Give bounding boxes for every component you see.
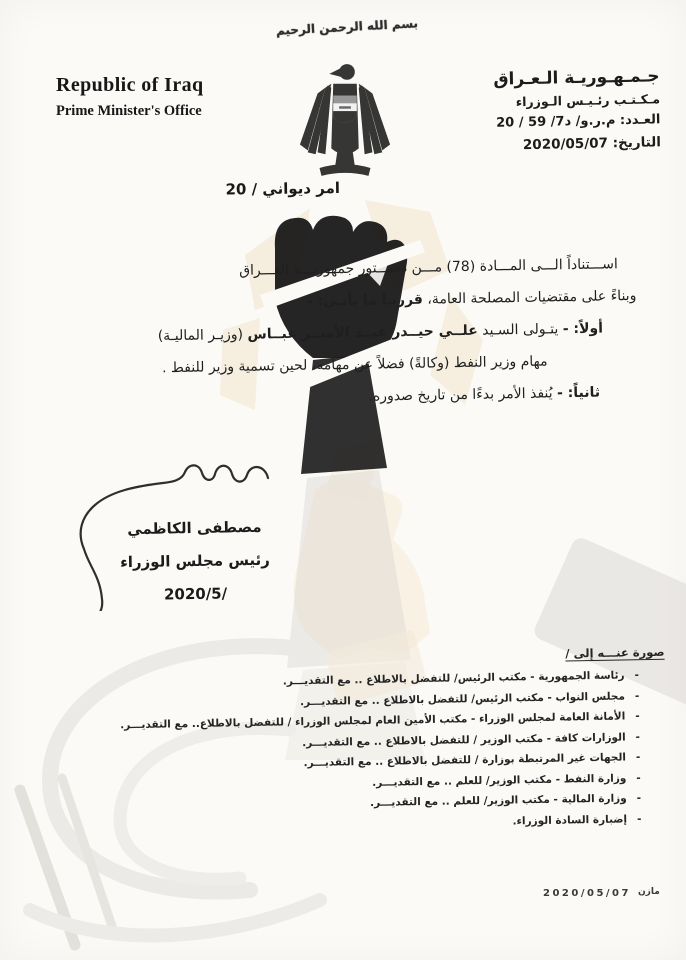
cc-item-text: وزارة المالية - مكتب الوزير/ للعلم .. مع التقديـــر. xyxy=(369,792,627,809)
dash-bullet: - xyxy=(636,792,642,805)
dash-bullet: - xyxy=(634,689,640,702)
cc-item-text: وزارة النفط - مكتب الوزير/ للعلم .. مع التقديـــر. xyxy=(372,771,627,789)
english-title: Republic of Iraq xyxy=(56,74,204,96)
document-date-line: التاريخ: 2020/05/07 xyxy=(522,134,661,154)
letter-body xyxy=(54,248,641,418)
dash-bullet: - xyxy=(635,751,641,764)
dash-bullet: - xyxy=(635,710,640,723)
document-number-line: العـدد: م.ر.و/ د7/ 59 / 20 xyxy=(495,112,661,131)
signature-block xyxy=(94,510,296,612)
dash-bullet: - xyxy=(636,771,641,784)
english-letterhead xyxy=(56,74,204,120)
arabic-title: جـمـهـوريـة الـعـراق xyxy=(492,66,660,90)
body-text: يُنفذ الأمر بدءًا من تاريخ صدوره. xyxy=(368,385,558,405)
signer-name: مصطفى الكاظمي xyxy=(127,517,262,539)
cc-item-text: رئاسة الجمهورية - مكتب الرئيس/ للتفضل بالاطلاع .. مع التقديـــر. xyxy=(282,669,625,688)
cc-heading: صورة عنـــه إلى / xyxy=(565,644,665,661)
clause-first-label: أولاً: - xyxy=(562,320,604,338)
signature-date: 2020/5/ xyxy=(163,584,228,604)
body-text: وبناءً على مقتضيات المصلحة العامة، xyxy=(422,287,637,308)
clause-second-label: ثانياً: - xyxy=(556,384,601,402)
subject-line: امر ديواني / 20 xyxy=(225,178,341,199)
iraq-coat-of-arms-emblem xyxy=(296,58,394,180)
cc-list xyxy=(65,665,668,839)
cc-item-text: مجلس النواب - مكتب الرئيس/ للتفضل بالاطلاع .. مع التقديـــر. xyxy=(299,689,626,708)
cc-item-text: الجهات غير المرتبطة بوزارة / للتفضل بالاطلاع .. مع التقديـــر. xyxy=(303,751,627,770)
cc-item-text: الأمانة العامة لمجلس الوزراء - مكتب الأمين العام لمجلس الوزراء / للتفضل بالاطلاع.. مع التقديـــر. xyxy=(120,710,626,732)
bismillah-calligraphy: بسم الله الرحمن الرحيم xyxy=(275,16,419,38)
english-subtitle: Prime Minister's Office xyxy=(56,103,202,119)
footer-typist-mark: مازن xyxy=(638,887,660,897)
cc-section xyxy=(64,641,667,839)
arabic-subtitle: مـكـتـب رئـيـس الـوزراء xyxy=(515,91,660,110)
body-text-bold: قررنـا ما يأتـي: - xyxy=(306,291,424,310)
minister-name: علــي حيــدر عبــد الأميــر عبــاس xyxy=(247,322,478,343)
body-text: مهام وزير النفط (وكالةً) فضلاً عن مهامه، لحين تسمية وزير للنفط . xyxy=(161,353,548,377)
signer-title: رئيس مجلس الوزراء xyxy=(119,550,270,572)
dash-bullet: - xyxy=(636,812,642,825)
body-text: (وزيـر الماليـة) xyxy=(157,326,248,345)
arabic-letterhead xyxy=(493,66,661,153)
body-text: اســـتناداً الـــى المـــادة (78) مـــن دســـتور جمهوريـــة العـــراق xyxy=(239,256,618,279)
cc-item-text: الوزارات كافة - مكتب الوزير / للتفضل بالاطلاع .. مع التقديـــر. xyxy=(302,730,626,749)
dash-bullet: - xyxy=(635,730,641,743)
cc-item-text: إضبارة السادة الوزراء. xyxy=(512,812,628,827)
body-text: يتـولى السـيد xyxy=(477,321,563,339)
dash-bullet: - xyxy=(634,669,640,682)
footer-date-stamp: 2020/05/07 xyxy=(543,888,631,899)
